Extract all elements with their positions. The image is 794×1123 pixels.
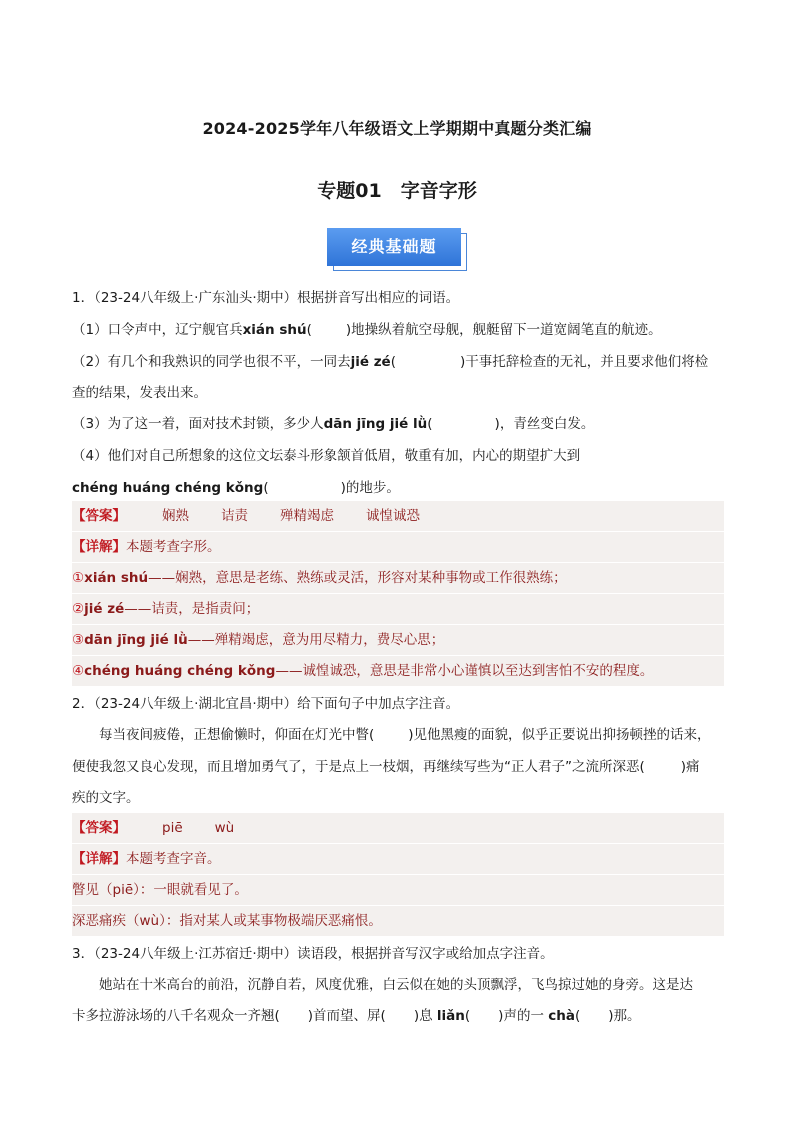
q1-sub2-pinyin: jié zé <box>350 354 391 370</box>
q1-sub4-cont: chéng huáng chéng kǒng( )的地步。 <box>72 480 400 496</box>
q1-detail-py-4: chéng huáng chéng kǒng <box>84 663 276 679</box>
q1-sub1-pinyin: xián shú <box>242 322 307 338</box>
q1-sub2-text-b: 干事托辞检查的无礼，并且要求他们将检 <box>465 354 709 370</box>
q3-pinyin-2: chà <box>548 1008 575 1024</box>
q1-detail-num-3: ③ <box>72 632 85 648</box>
q3-text-a: 卡多拉游泳场的八千名观众一齐翘( <box>72 1008 280 1024</box>
q1-stem: 1．（23-24八年级上·广东汕头·期中）根据拼音写出相应的词语。 <box>72 290 460 306</box>
q1-detail-label: 【详解】 <box>72 539 126 555</box>
q1-sub3-text-b: ，青丝变白发。 <box>499 416 595 432</box>
q2-detail-item-2: 深恶痛疾（wù）：指对某人或某事物极端厌恶痛恨。 <box>72 906 724 936</box>
q1-detail-item-1 <box>72 563 724 593</box>
q2-detail-label: 【详解】 <box>72 851 126 867</box>
q3-text-e: )声的一 <box>498 1008 544 1024</box>
q1-detail-py-3: dān jīng jié lǜ <box>84 632 188 648</box>
badge-label: 经典基础题 <box>327 228 461 266</box>
q3-text-c: )息 <box>413 1008 433 1024</box>
q1-sub2: （2）有几个和我熟识的同学也很不平，一同去jié zé( )干事托辞检查的无礼，并且要求他们将检 <box>72 354 709 370</box>
q1-detail-py-1: xián shú <box>84 570 149 586</box>
q3-pinyin-1: liǎn <box>436 1008 465 1024</box>
q3-text-d: ( <box>464 1008 471 1024</box>
q1-sub4: （4）他们对自己所想象的这位文坛泰斗形象颔首低眉，敬重有加，内心的期望扩大到 <box>72 448 581 464</box>
q1-answer-label: 【答案】 <box>72 508 126 524</box>
q2-detail-text: 本题考查字音。 <box>126 851 221 867</box>
q1-detail-text-2: ——诘责，是指责问； <box>124 601 260 617</box>
q1-sub1-text-b: 地操纵着航空母舰，舰艇留下一道宽阔笔直的航迹。 <box>351 322 662 338</box>
q2-answer-2: wù <box>214 820 235 836</box>
q1-detail-item-2 <box>72 594 724 624</box>
section-badge <box>327 228 469 272</box>
q1-sub4-pinyin: chéng huáng chéng kǒng <box>72 480 264 496</box>
q1-answer-3: 殚精竭虑 <box>280 508 334 524</box>
q3-text-b: )首而望、屏( <box>307 1008 386 1024</box>
q1-sub1-text-a: （1）口令声中，辽宁舰官兵 <box>72 322 243 338</box>
q1-sub2-cont: 查的结果，发表出来。 <box>72 385 207 401</box>
q3-para-line-2 <box>72 1006 724 1026</box>
q1-detail-num-1: ① <box>72 570 85 586</box>
q1-answer-1: 娴熟 <box>162 508 189 524</box>
q1-detail-text-3: ——殚精竭虑，意为用尽精力，费尽心思； <box>187 632 445 648</box>
q1-detail-text-4: ——诚惶诚恐，意思是非常小心谨慎以至达到害怕不安的程度。 <box>275 663 654 679</box>
q1-detail-py-2: jié zé <box>84 601 125 617</box>
q1-sub3: （3）为了这一着，面对技术封锁，多少人dān jīng jié lǜ( )，青丝变白发。 <box>72 416 595 432</box>
q2-para-text-2a: 便使我忽又良心发现，而且增加勇气了，于是点上一枝烟，再继续写些为“正人君子”之流所深恶( <box>72 759 645 775</box>
q1-detail-text: 本题考查字形。 <box>126 539 221 555</box>
section-title: 专题01 字音字形 <box>317 180 477 202</box>
q1-answer-row <box>72 501 724 531</box>
q1-sub4-text-b: 的地步。 <box>345 480 400 496</box>
q1-detail-num-4: ④ <box>72 663 85 679</box>
q1-detail-row <box>72 532 724 562</box>
q1-sub3-text-a: （3）为了这一着，面对技术封锁，多少人 <box>72 416 324 432</box>
q3-text-g: )那。 <box>608 1008 641 1024</box>
q2-para-text-1a: 每当夜间疲倦，正想偷懒时，仰面在灯光中瞥( <box>99 727 375 743</box>
q2-answer-row <box>72 813 724 843</box>
q1-detail-num-2: ② <box>72 601 85 617</box>
q2-answer-1: piē <box>162 820 183 836</box>
q1-detail-item-4 <box>72 656 724 686</box>
q1-sub1: （1）口令声中，辽宁舰官兵xián shú( )地操纵着航空母舰，舰艇留下一道宽阔笔直的航迹。 <box>72 322 662 338</box>
q2-detail-row <box>72 844 724 874</box>
q2-para-line-3: 疾的文字。 <box>72 790 140 806</box>
q2-stem: 2．（23-24八年级上·湖北宜昌·期中）给下面句子中加点字注音。 <box>72 696 460 712</box>
q3-text-f: ( <box>574 1008 581 1024</box>
q1-answer-2: 诘责 <box>221 508 248 524</box>
q2-para-text-2b: )痛 <box>680 759 700 775</box>
q3-para-line-1: 她站在十米高台的前沿，沉静自若，风度优雅，白云似在她的头顶飘浮，飞鸟掠过她的身旁。这是达 <box>99 977 693 993</box>
q2-para-line-1 <box>72 725 751 745</box>
q1-detail-item-3 <box>72 625 724 655</box>
q2-para-text-1b: )见他黑瘦的面貌，似乎正要说出抑扬顿挫的话来， <box>408 727 711 743</box>
q1-detail-text-1: ——娴熟，意思是老练、熟练或灵活，形容对某种事物或工作很熟练； <box>148 570 567 586</box>
q1-answer-4: 诚惶诚恐 <box>366 508 420 524</box>
q2-para-line-2 <box>72 757 724 777</box>
q2-detail-item-1: 瞥见（piē）：一眼就看见了。 <box>72 875 724 905</box>
q2-answer-label: 【答案】 <box>72 820 126 836</box>
document-title: 2024-2025学年八年级语文上学期期中真题分类汇编 <box>202 119 592 138</box>
q1-sub3-pinyin: dān jīng jié lǜ <box>323 416 428 432</box>
q3-stem: 3．（23-24八年级上·江苏宿迁·期中）读语段，根据拼音写汉字或给加点字注音。 <box>72 946 554 962</box>
q1-sub2-text-a: （2）有几个和我熟识的同学也很不平，一同去 <box>72 354 351 370</box>
